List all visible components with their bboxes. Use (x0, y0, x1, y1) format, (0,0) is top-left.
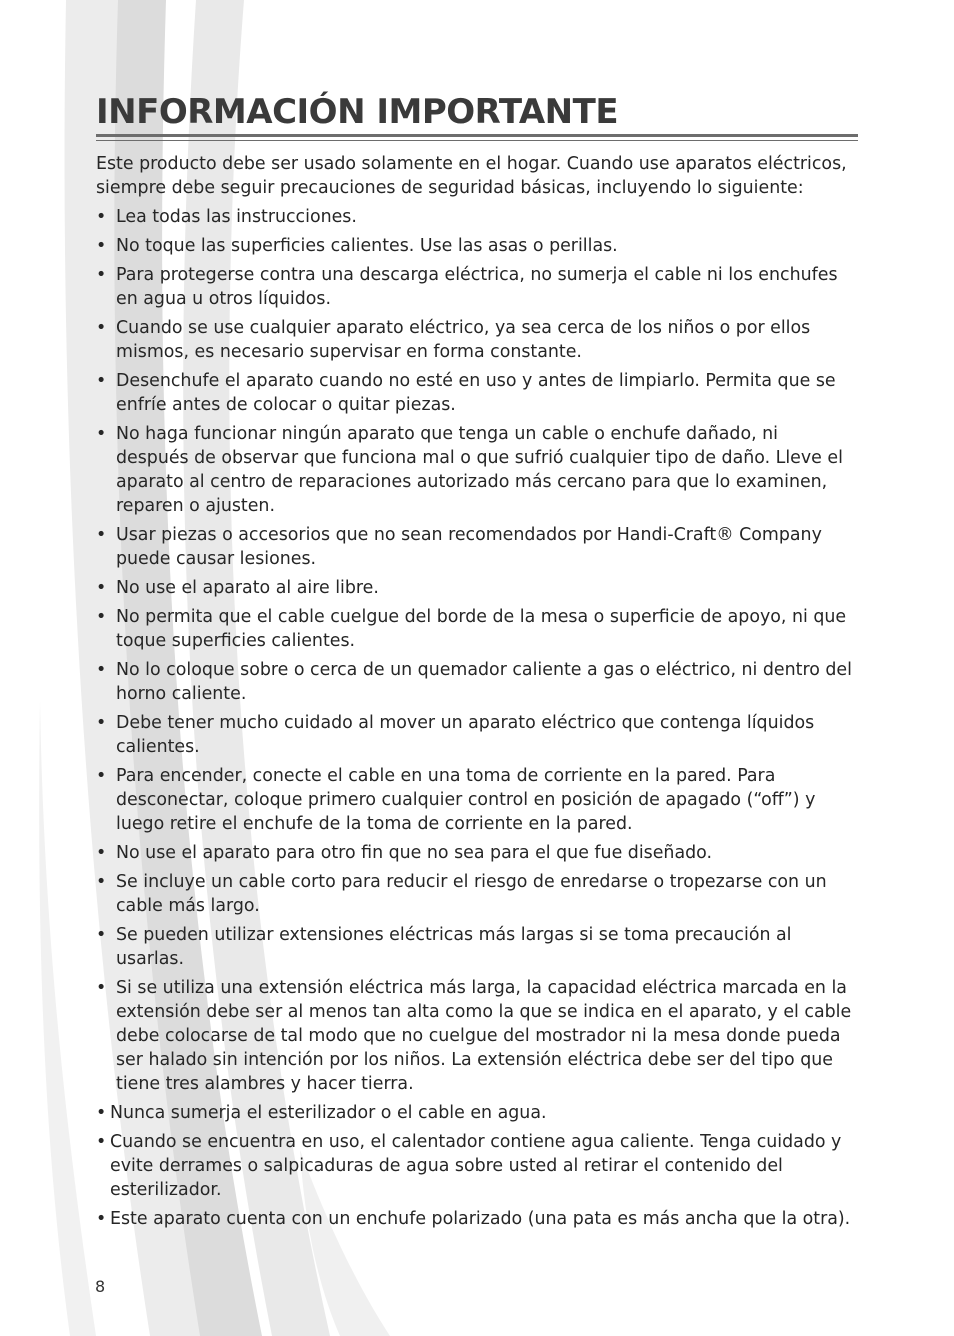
list-item-text: Si se utiliza una extensión eléctrica más larga, la capacidad eléctrica marcada en la extensión debe ser al menos tan alta como la que se indica en el aparato, y el cable debe colocarse de tal modo que no cuelgue del mostrador ni la mesa donde pueda ser halado sin intención por los niños. La extensión eléctrica debe ser del tipo que tiene tres alambres y hacer tierra. (116, 978, 852, 1094)
page-number: 8 (95, 1277, 106, 1296)
list-item-text: Desenchufe el aparato cuando no esté en uso y antes de limpiarlo. Permita que se enfríe antes de colocar o quitar piezas. (116, 371, 836, 415)
list-item-text: Lea todas las instrucciones. (116, 207, 357, 227)
list-item-text: Se pueden utilizar extensiones eléctricas más largas si se toma precaución al usarlas. (116, 925, 792, 969)
list-item-text: No use el aparato para otro fin que no sea para el que fue diseñado. (116, 843, 713, 863)
list-item-text: Para encender, conecte el cable en una toma de corriente en la pared. Para desconectar, coloque primero cualquier control en posición de apagado (“off”) y luego retire el enchufe de la toma de corriente en la pared. (116, 766, 816, 834)
bullet-icon: • (96, 318, 107, 338)
list-item-text: Nunca sumerja el esterilizador o el cable en agua. (110, 1103, 547, 1123)
list-item-text: Este aparato cuenta con un enchufe polarizado (una pata es más ancha que la otra). (110, 1209, 851, 1229)
bullet-icon: • (96, 978, 107, 998)
list-item (96, 234, 854, 258)
bullet-icon: • (96, 843, 107, 863)
list-item (96, 316, 854, 364)
bullet-icon: • (96, 424, 107, 444)
bullet-icon: • (96, 607, 107, 627)
list-item (96, 263, 854, 311)
list-item (96, 205, 854, 229)
safety-list (96, 205, 854, 1231)
list-item (96, 523, 854, 571)
list-item (96, 576, 854, 600)
title-rule-thin (96, 140, 858, 141)
bullet-icon: • (96, 766, 107, 786)
list-item (96, 369, 854, 417)
list-item-text: Debe tener mucho cuidado al mover un aparato eléctrico que contenga líquidos calientes. (116, 713, 815, 757)
list-item-text: Usar piezas o accesorios que no sean recomendados por Handi-Craft® Company puede causar lesiones. (116, 525, 822, 569)
bullet-icon: • (96, 578, 107, 598)
bullet-icon: • (96, 265, 107, 285)
bullet-icon: • (96, 236, 107, 256)
list-item-text: No lo coloque sobre o cerca de un quemador caliente a gas o eléctrico, ni dentro del horno caliente. (116, 660, 852, 704)
list-item-text: No haga funcionar ningún aparato que tenga un cable o enchufe dañado, ni después de observar que funciona mal o que sufrió cualquier tipo de daño. Lleve el aparato al centro de reparaciones autorizado más cercano para que lo examinen, reparen o ajusten. (116, 424, 843, 516)
list-item-text: No use el aparato al aire libre. (116, 578, 379, 598)
list-item-text: No permita que el cable cuelgue del borde de la mesa o superficie de apoyo, ni que toque superficies calientes. (116, 607, 847, 651)
list-item (96, 422, 854, 518)
list-item (96, 1101, 854, 1125)
list-item-text: Cuando se use cualquier aparato eléctrico, ya sea cerca de los niños o por ellos mismos, es necesario supervisar en forma constante. (116, 318, 811, 362)
bullet-icon: • (96, 660, 107, 680)
list-item (96, 923, 854, 971)
bullet-icon: • (96, 207, 107, 227)
list-item (96, 870, 854, 918)
list-item (96, 764, 854, 836)
page-title: INFORMACIÓN IMPORTANTE (96, 92, 619, 132)
list-item-text: Para protegerse contra una descarga eléctrica, no sumerja el cable ni los enchufes en agua u otros líquidos. (116, 265, 838, 309)
list-item (96, 711, 854, 759)
list-item (96, 976, 854, 1096)
intro-paragraph: Este producto debe ser usado solamente en el hogar. Cuando use aparatos eléctricos, siempre debe seguir precauciones de seguridad básicas, incluyendo lo siguiente: (96, 154, 847, 198)
list-item (96, 1207, 854, 1231)
list-item (96, 658, 854, 706)
safety-text (96, 152, 854, 1236)
list-item-text: Cuando se encuentra en uso, el calentador contiene agua caliente. Tenga cuidado y evite derrames o salpicaduras de agua sobre usted al retirar el contenido del esterilizador. (110, 1132, 842, 1200)
list-item-text: Se incluye un cable corto para reducir el riesgo de enredarse o tropezarse con un cable más largo. (116, 872, 827, 916)
bullet-icon: • (96, 713, 107, 733)
title-rule-thick (96, 134, 858, 137)
list-item (96, 605, 854, 653)
bullet-icon: • (96, 925, 107, 945)
bullet-icon: • (96, 371, 107, 391)
bullet-icon: • (96, 872, 107, 892)
bullet-icon: • (96, 1132, 107, 1152)
bullet-icon: • (96, 525, 107, 545)
list-item-text: No toque las superficies calientes. Use las asas o perillas. (116, 236, 618, 256)
bullet-icon: • (96, 1103, 107, 1123)
list-item (96, 1130, 854, 1202)
bullet-icon: • (96, 1209, 107, 1229)
list-item (96, 841, 854, 865)
